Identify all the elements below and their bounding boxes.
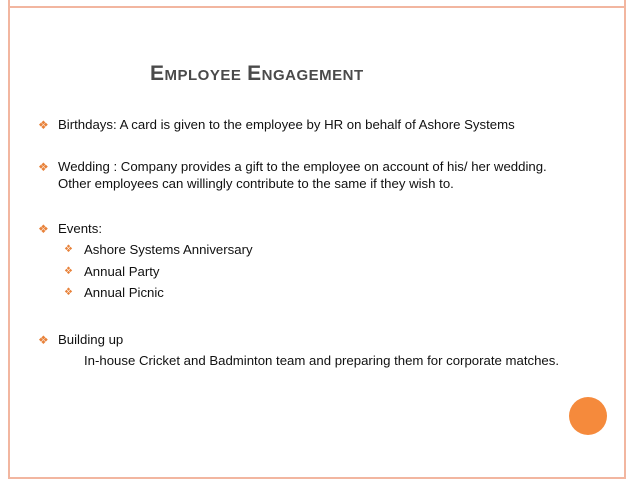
title-word1-initial: E	[150, 62, 165, 85]
slide-title	[150, 62, 364, 86]
ornament-sub-bullet-icon: ❖	[64, 266, 73, 277]
slide-border-left	[8, 0, 10, 479]
ornament-bullet-icon: ❖	[38, 160, 49, 174]
sub-item-annual-picnic: Annual Picnic	[84, 285, 164, 300]
bullet-birthdays: Birthdays: A card is given to the employee by HR on behalf of Ashore Systems	[58, 117, 515, 132]
ornament-sub-bullet-icon: ❖	[64, 244, 73, 255]
decorative-orange-circle	[569, 397, 607, 435]
ornament-bullet-icon: ❖	[38, 222, 49, 236]
title-word1-rest: MPLOYEE	[164, 67, 242, 84]
bullet-building-up-detail: In-house Cricket and Badminton team and preparing them for corporate matches.	[84, 353, 560, 368]
title-word2-rest: NGAGEMENT	[261, 67, 364, 84]
sub-item-annual-party: Annual Party	[84, 264, 160, 279]
title-word2-initial: E	[247, 62, 262, 85]
slide-border-right	[624, 0, 626, 479]
bullet-events: Events:	[58, 221, 102, 236]
ornament-bullet-icon: ❖	[38, 118, 49, 132]
sub-item-anniversary: Ashore Systems Anniversary	[84, 242, 253, 257]
ornament-bullet-icon: ❖	[38, 333, 49, 347]
bullet-wedding-line2: Other employees can willingly contribute to the same if they wish to.	[58, 176, 454, 191]
ornament-sub-bullet-icon: ❖	[64, 287, 73, 298]
slide-border-top	[8, 6, 626, 8]
bullet-building-up: Building up	[58, 332, 124, 347]
bullet-wedding-line1: Wedding : Company provides a gift to the employee on account of his/ her wedding.	[58, 159, 547, 174]
